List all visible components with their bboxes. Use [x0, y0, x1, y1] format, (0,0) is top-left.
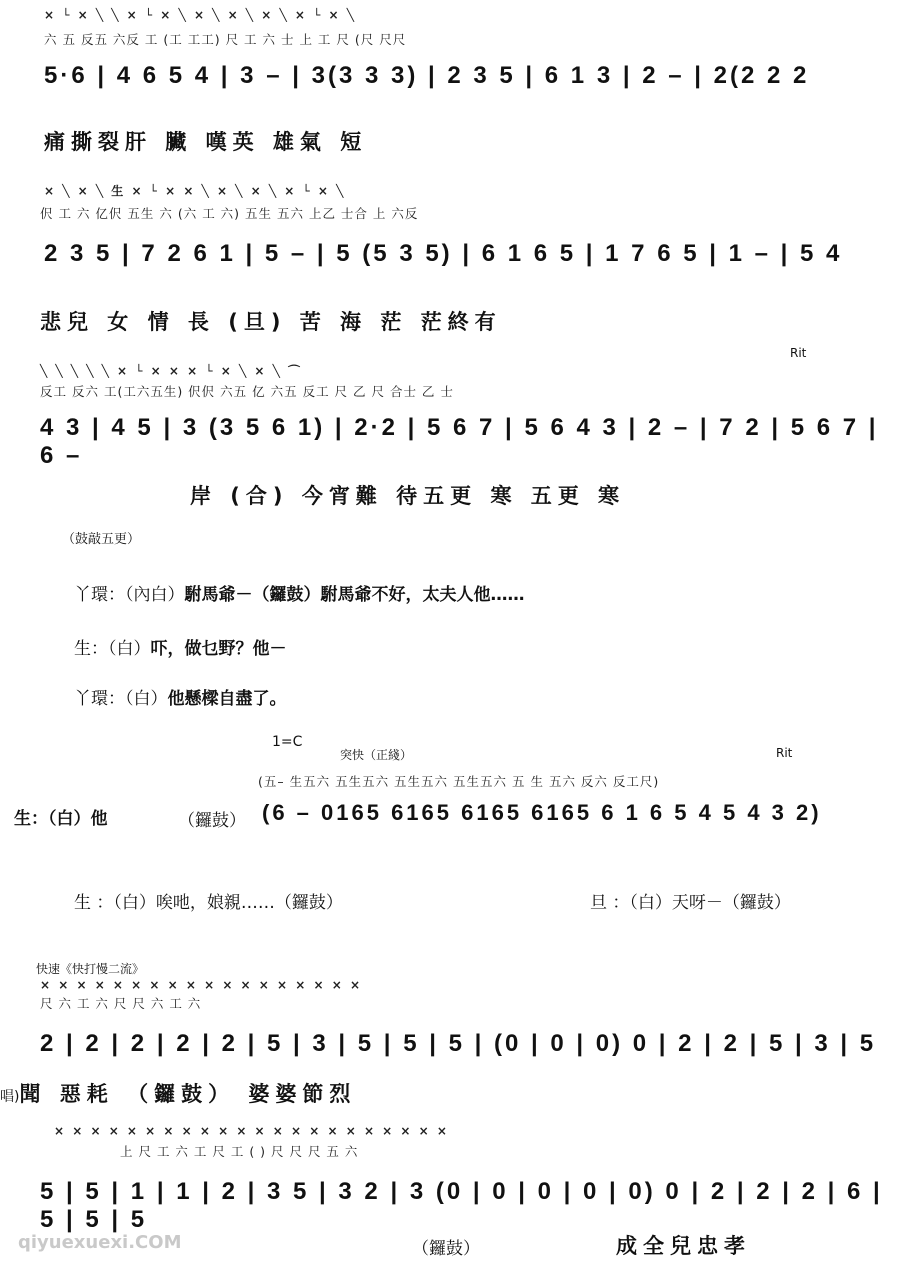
singer-label: 生：（白）他	[14, 809, 108, 829]
speaker: 生	[74, 639, 91, 659]
dialog-line	[74, 634, 287, 659]
accent-marks: × └ × ╲ ╲ × └ × ╲ × ╲ × ╲ × ╲ × └ × ╲	[44, 8, 356, 22]
gongche-notation: 伬 工 六 亿伬 五生 六 (六 工 六) 五生 五六 上乙 士合 上 六反	[40, 206, 419, 221]
gongche-notation: (五– 生五六 五生五六 五生五六 五生五六 五 生 五六 反六 反工尺)	[258, 774, 660, 789]
gongche-notation: 尺 六 工 六 尺 尺 六 工 六	[40, 996, 202, 1011]
gongche-notation: 上 尺 工 六 工 尺 工 ( ) 尺 尺 尺 五 六	[120, 1144, 359, 1159]
accent-marks: × × × × × × × × × × × × × × × × × × × × × ×	[54, 1124, 449, 1138]
dialog-line	[74, 580, 525, 605]
jianpu-notes: 2 | 2 | 2 | 2 | 2 | 5 | 3 | 5 | 5 | 5 | (0 | 0 | 0) 0 | 2 | 2 | 5 | 3 | 5	[40, 1030, 877, 1057]
dialog-line-left: 生 ：（白）唉吔，娘親……（鑼鼓）	[74, 893, 343, 913]
ritardando-mark: Rit	[790, 346, 807, 360]
site-watermark: qiyuexuexi.COM	[18, 1232, 182, 1253]
gongche-notation: 六 五 反五 六反 工 (工 工工) 尺 工 六 士 上 工 尺 (尺 尺尺	[44, 32, 407, 47]
dialog-tag: ：（內白）	[108, 585, 185, 605]
lyrics-prefix: 唱)	[0, 1089, 20, 1105]
lyrics-line: 痛撕裂肝 臟 嘆英 雄氣 短	[44, 130, 368, 154]
accent-marks: × ╲ × ╲ 生 × └ × × ╲ × ╲ × ╲ × └ × ╲	[44, 184, 346, 198]
ritardando-mark: Rit	[776, 746, 793, 760]
speaker: 丫環	[74, 689, 108, 709]
gongche-notation: 反工 反六 工(工六五生) 伬伬 六五 亿 六五 反工 尺 乙 尺 合士 乙 士	[40, 384, 454, 399]
dialog-text: 駙馬爺－（鑼鼓）駙馬爺不好，太夫人他……	[184, 585, 525, 605]
jianpu-notes: 4 3 | 4 5 | 3 (3 5 6 1) | 2·2 | 5 6 7 | 5 6 4 3 | 2 – | 7 2 | 5 6 7 | 6 –	[40, 414, 879, 469]
dialog-line-right: 旦 ：（白）天呀－（鑼鼓）	[590, 893, 791, 913]
dialog-line	[74, 684, 287, 709]
dialog-tag: ：（白）	[91, 639, 151, 659]
jianpu-notes: 2 3 5 | 7 2 6 1 | 5 – | 5 (5 3 5) | 6 1 6 5 | 1 7 6 5 | 1 – | 5 4	[44, 240, 843, 267]
tempo-mark: 突快（正綫）	[340, 748, 413, 762]
accent-marks: ╲ ╲ ╲ ╲ ╲ × └ × × × └ × ╲ × ╲ ⌒	[40, 364, 303, 378]
dialog-tag: ：（白）	[108, 689, 168, 709]
stage-direction: （鼓敲五更）	[62, 532, 141, 547]
speaker: 丫環	[74, 585, 108, 605]
jianpu-notes: (6 – 0165 6165 6165 6165 6 1 6 5 4 5 4 3 2)	[262, 800, 822, 825]
lyrics-line: 岸 (合) 今宵難 待五更 寒 五更 寒	[190, 484, 626, 508]
gong-cue: （鑼鼓）	[412, 1239, 480, 1259]
lyrics-line	[0, 1078, 356, 1108]
lyrics-line: 成全兒忠孝	[616, 1234, 751, 1258]
dialog-text: 他懸樑自盡了。	[167, 689, 287, 709]
dialog-text: 吓，做乜野？他－	[150, 639, 287, 659]
tempo-mark: 快速《快打慢二流》	[36, 962, 145, 976]
lyrics-text: 聞 惡耗 （鑼鼓） 婆婆節烈	[19, 1082, 357, 1106]
jianpu-notes: 5·6 | 4 6 5 4 | 3 – | 3(3 3 3) | 2 3 5 | 6 1 3 | 2 – | 2(2 2 2	[44, 62, 810, 89]
key-signature: 1=C	[272, 734, 303, 750]
gong-cue: （鑼鼓）	[178, 811, 246, 831]
jianpu-notes: 5 | 5 | 1 | 1 | 2 | 3 5 | 3 2 | 3 (0 | 0 | 0 | 0 | 0) 0 | 2 | 2 | 2 | 6 | 5 | 5 | 5	[40, 1178, 883, 1233]
accent-marks: × × × × × × × × × × × × × × × × × ×	[40, 978, 363, 992]
lyrics-line: 悲兒 女 情 長 (旦) 苦 海 茫 茫終有	[40, 310, 502, 334]
